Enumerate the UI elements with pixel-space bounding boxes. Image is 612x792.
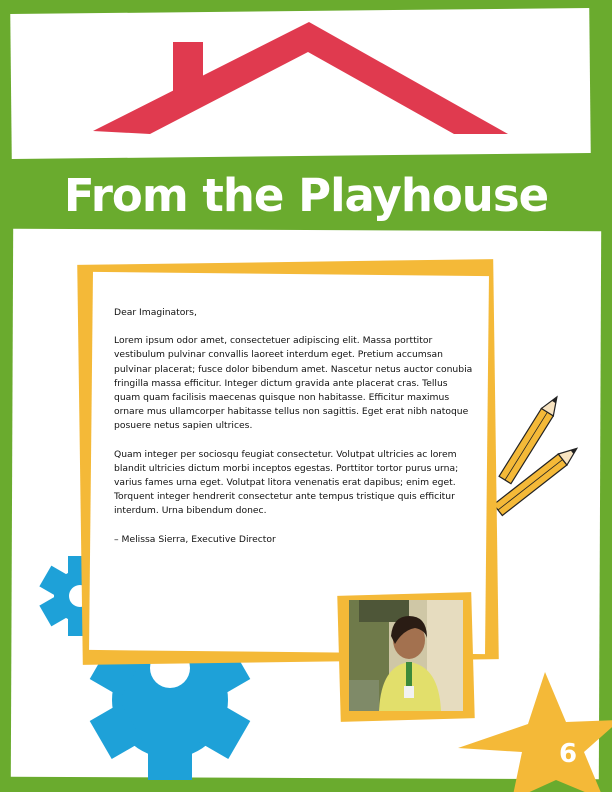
letter-paragraph-2: Quam integer per sociosqu feugiat consectetur. Volutpat ultricies ac lorem blandit ultricies dictum morbi inceptos egestas. Porttitor tortor purus urna; varius fames urna eget. Volutpat litora venenatis erat dapibus; enim eget. Torquent integer hendrerit consectetur ante tempus tristique quis efficitur interdum. Urna bibendum donec. — [114, 448, 459, 517]
director-photo — [349, 600, 463, 711]
letter-greeting: Dear Imaginators, — [114, 307, 197, 318]
page-number: 6 — [558, 739, 578, 769]
portrait-image — [349, 600, 463, 711]
page-title: From the Playhouse — [63, 169, 549, 222]
director-letter — [114, 306, 474, 561]
letter-signature: – Melissa Sierra, Executive Director — [114, 533, 276, 545]
letter-paragraph-1: Lorem ipsum odor amet, consectetuer adipiscing elit. Massa porttitor vestibulum pulvinar convallis laoreet interdum eget. Pretium accumsan pulvinar placerat; fusce dolor bibendum amet. Nascetur netus auctor conubia fringilla massa efficitur. Integer dictum gravida ante placerat cras. Tellus quam quam facilisis maecenas quisque non habitasse. Efficitur maximus ornare mus ullamcorper habitasse tellus non sagittis. Eget erat nibh natoque posuere netus sapien ultrices. — [114, 335, 473, 432]
star-icon — [458, 672, 612, 792]
